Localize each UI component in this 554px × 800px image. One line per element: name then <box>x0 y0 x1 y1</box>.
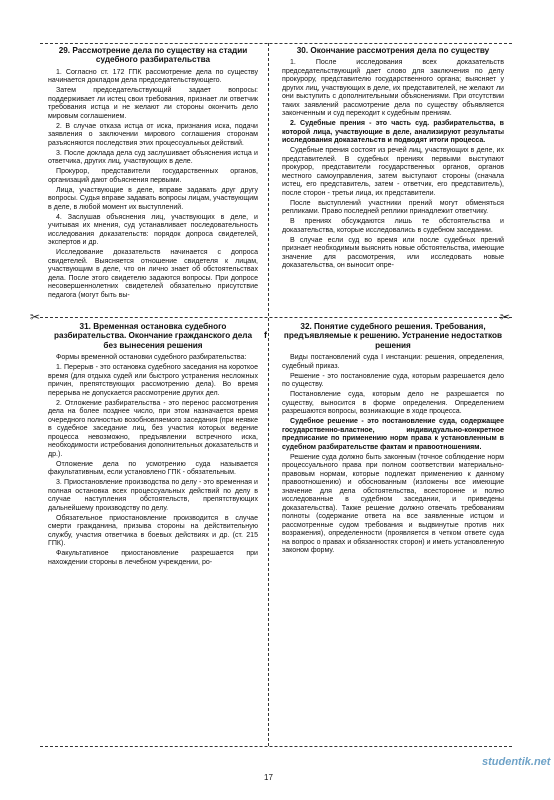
paragraph: 1. Согласно ст. 172 ГПК рассмотрение дела по существу начинается докладом дела председательствующего. <box>48 68 258 85</box>
page-number: 17 <box>264 773 273 782</box>
scissors-icon: ✂ <box>30 310 41 324</box>
paragraph: В прениях обсуждаются лишь те обстоятельства и доказательства, которые исследовались в судебном заседании. <box>282 218 504 234</box>
paragraph: 3. После доклада дела суд заслушивает объяснения истца и ответчика, других лиц, участвующих в деле. <box>48 149 258 166</box>
paragraph: Постановление суда, которым дело не разрешается по существу, выносится в форме определения. Определением разрешаются вопросы, возникающие в ходе процесса. <box>282 391 504 416</box>
section-31 <box>48 322 258 569</box>
cut-line-bottom <box>40 746 512 747</box>
paragraph: Виды постановлений суда I инстанции: решения, определения, судебный приказ. <box>282 354 504 370</box>
paragraph: 2. Отложение разбирательства - это перенос рассмотрения дела на более позднее число, при этом назначается время очередного полностью возобновляемого заседания (при неявке в судебное заседание лиц, без участия которых ведение процесса невозможно, предъявлении встречного иска, необходимости истребования дополнительных доказательств и др.). <box>48 399 258 458</box>
section-title: 31. Временная остановка судебного разбирательства. Окончание гражданского дела без вынесения решения <box>53 322 253 350</box>
section-title: 30. Окончание рассмотрения дела по существу <box>296 46 490 55</box>
section-title: 32. Понятие судебного решения. Требования, предъявляемые к решению. Устранение недостатков решения <box>283 322 503 350</box>
paragraph: Решение суда должно быть законным (точное соблюдение норм процессуального права при полном соответствии материально-правовым нормам, которые подлежат применению к данному правоотношению) и обоснованным (изложены все имеющие значение для дела обстоятельства, всесторонне и полно исследованные в судебном заседании, и приведены доказательства). Также решение должно отвечать требованиям полноты (содержание ответа на все заявленные истцом и рассмотренные судом требования и выдвинутые против них возражения), определенности (проявляется в четком ответе суда на вопрос о правах и обязанностях сторон) и иметь установленную законом форму. <box>282 453 504 555</box>
paragraph: 2. В случае отказа истца от иска, признания иска, подачи заявления о заключении мирового соглашения сторонам разъясняются последствия этих процессуальных действий. <box>48 122 258 147</box>
cut-line-middle <box>40 317 512 318</box>
paragraph: 4. Заслушав объяснения лиц, участвующих в деле, и учитывая их мнения, суд устанавливает последовательность исследования доказательств: порядок допроса свидетелей, экспертов и др. <box>48 213 258 247</box>
cut-line-vertical <box>268 43 269 746</box>
paragraph: Лица, участвующие в деле, вправе задавать друг другу вопросы. Судья вправе задавать вопросы лицам, участвующим в деле, в любой момент их выступлений. <box>48 186 258 211</box>
paragraph-bold: 2. Судебные прения - это часть суд. разбирательства, в которой лица, участвующие в деле, анализируют результаты исследования доказательств и подводят итоги процесса. <box>282 120 504 145</box>
cut-line-top <box>40 43 512 44</box>
paragraph: Факультативное приостановление разрешается при нахождении стороны в лечебном учреждении, ро- <box>48 550 258 566</box>
section-32 <box>282 322 504 557</box>
paragraph-bold: Судебное решение - это постановление суда, содержащее государственно-властное, индивидуально-конкретное предписание по применению норм права к установленным в судебном разбирательстве фактам и правоотношениям. <box>282 418 504 451</box>
paragraph: 3. Приостановление производства по делу - это временная и полная остановка всех процессуальных действий по делу в случае наступления обстоятельств, препятствующих дальнейшему производству по делу. <box>48 479 258 512</box>
paragraph: Формы временной остановки судебного разбирательства: <box>56 354 247 362</box>
scissors-icon: ✂ <box>500 310 511 324</box>
paragraph: В случае если суд во время или после судебных прений признает необходимым выяснить новые обстоятельства, имеющие значение для рассмотрения, или исследовать новые доказательства, он выносит опре- <box>282 236 504 270</box>
cut-mark: f <box>264 330 267 340</box>
section-29 <box>48 46 258 302</box>
paragraph: 1. Перерыв - это остановка судебного заседания на короткое время (для отдыха судей или быстрого устранения несложных причин, препятствующих рассмотрению дела). Во время перерыва не допускается рассмотрение других дел. <box>48 364 258 397</box>
paragraph: Исследование доказательств начинается с допроса свидетелей. Выясняется отношение свидетеля к лицам, участвующим в деле, что он лично знает об обстоятельствах дела. После этого свидетелю задаются вопросы. При допросе несовершеннолетних свидетелей обязательно присутствие педагога (могут быть вы- <box>48 249 258 299</box>
paragraph: Прокурор, представители государственных органов, организаций дают объяснения первыми. <box>48 168 258 184</box>
paragraph: После выступлений участники прений могут обменяться репликами. Право последней реплики принадлежит ответчику. <box>282 199 504 216</box>
watermark-logo: studentik.net <box>482 756 551 768</box>
paragraph: Судебные прения состоят из речей лиц, участвующих в деле, их представителей. В судебных прениях первыми выступают прокурор, представители государственных органов, органов местного самоуправления, затем выступают стороны (сначала истец, его представитель, затем - ответчик, его представитель), после сторон - третьи лица, их представители. <box>282 147 504 197</box>
section-title: 29. Рассмотрение дела по существу на стадии судебного разбирательства <box>58 46 248 65</box>
paragraph: Отложение дела по усмотрению суда называется факультативным, если установлено ГПК - обязательным. <box>48 460 258 477</box>
paragraph: Затем председательствующий задает вопросы: поддерживает ли истец свои требования, признает ли ответчик требования истца и не желают ли стороны окончить дело мировым соглашением. <box>48 87 258 120</box>
paragraph: Обязательное приостановление производится в случае смерти гражданина, призыва стороны на действительную службу, участия ответчика в боевых действиях и др. (ст. 215 ГПК). <box>48 514 258 548</box>
paragraph: Решение - это постановление суда, которым разрешается дело по существу. <box>282 372 504 389</box>
section-30 <box>282 46 504 272</box>
paragraph: 1. После исследования всех доказательств председательствующий дает слово для заключения по делу прокурору, представителю государственного органа; выясняет у других лиц, участвующих в деле, их представителей, не желают ли они выступить с дополнительными объяснениями. При отсутствии таких заявлений рассмотрение дела по существу объявляется законченным и суд переходит к судебным прениям. <box>282 59 504 118</box>
